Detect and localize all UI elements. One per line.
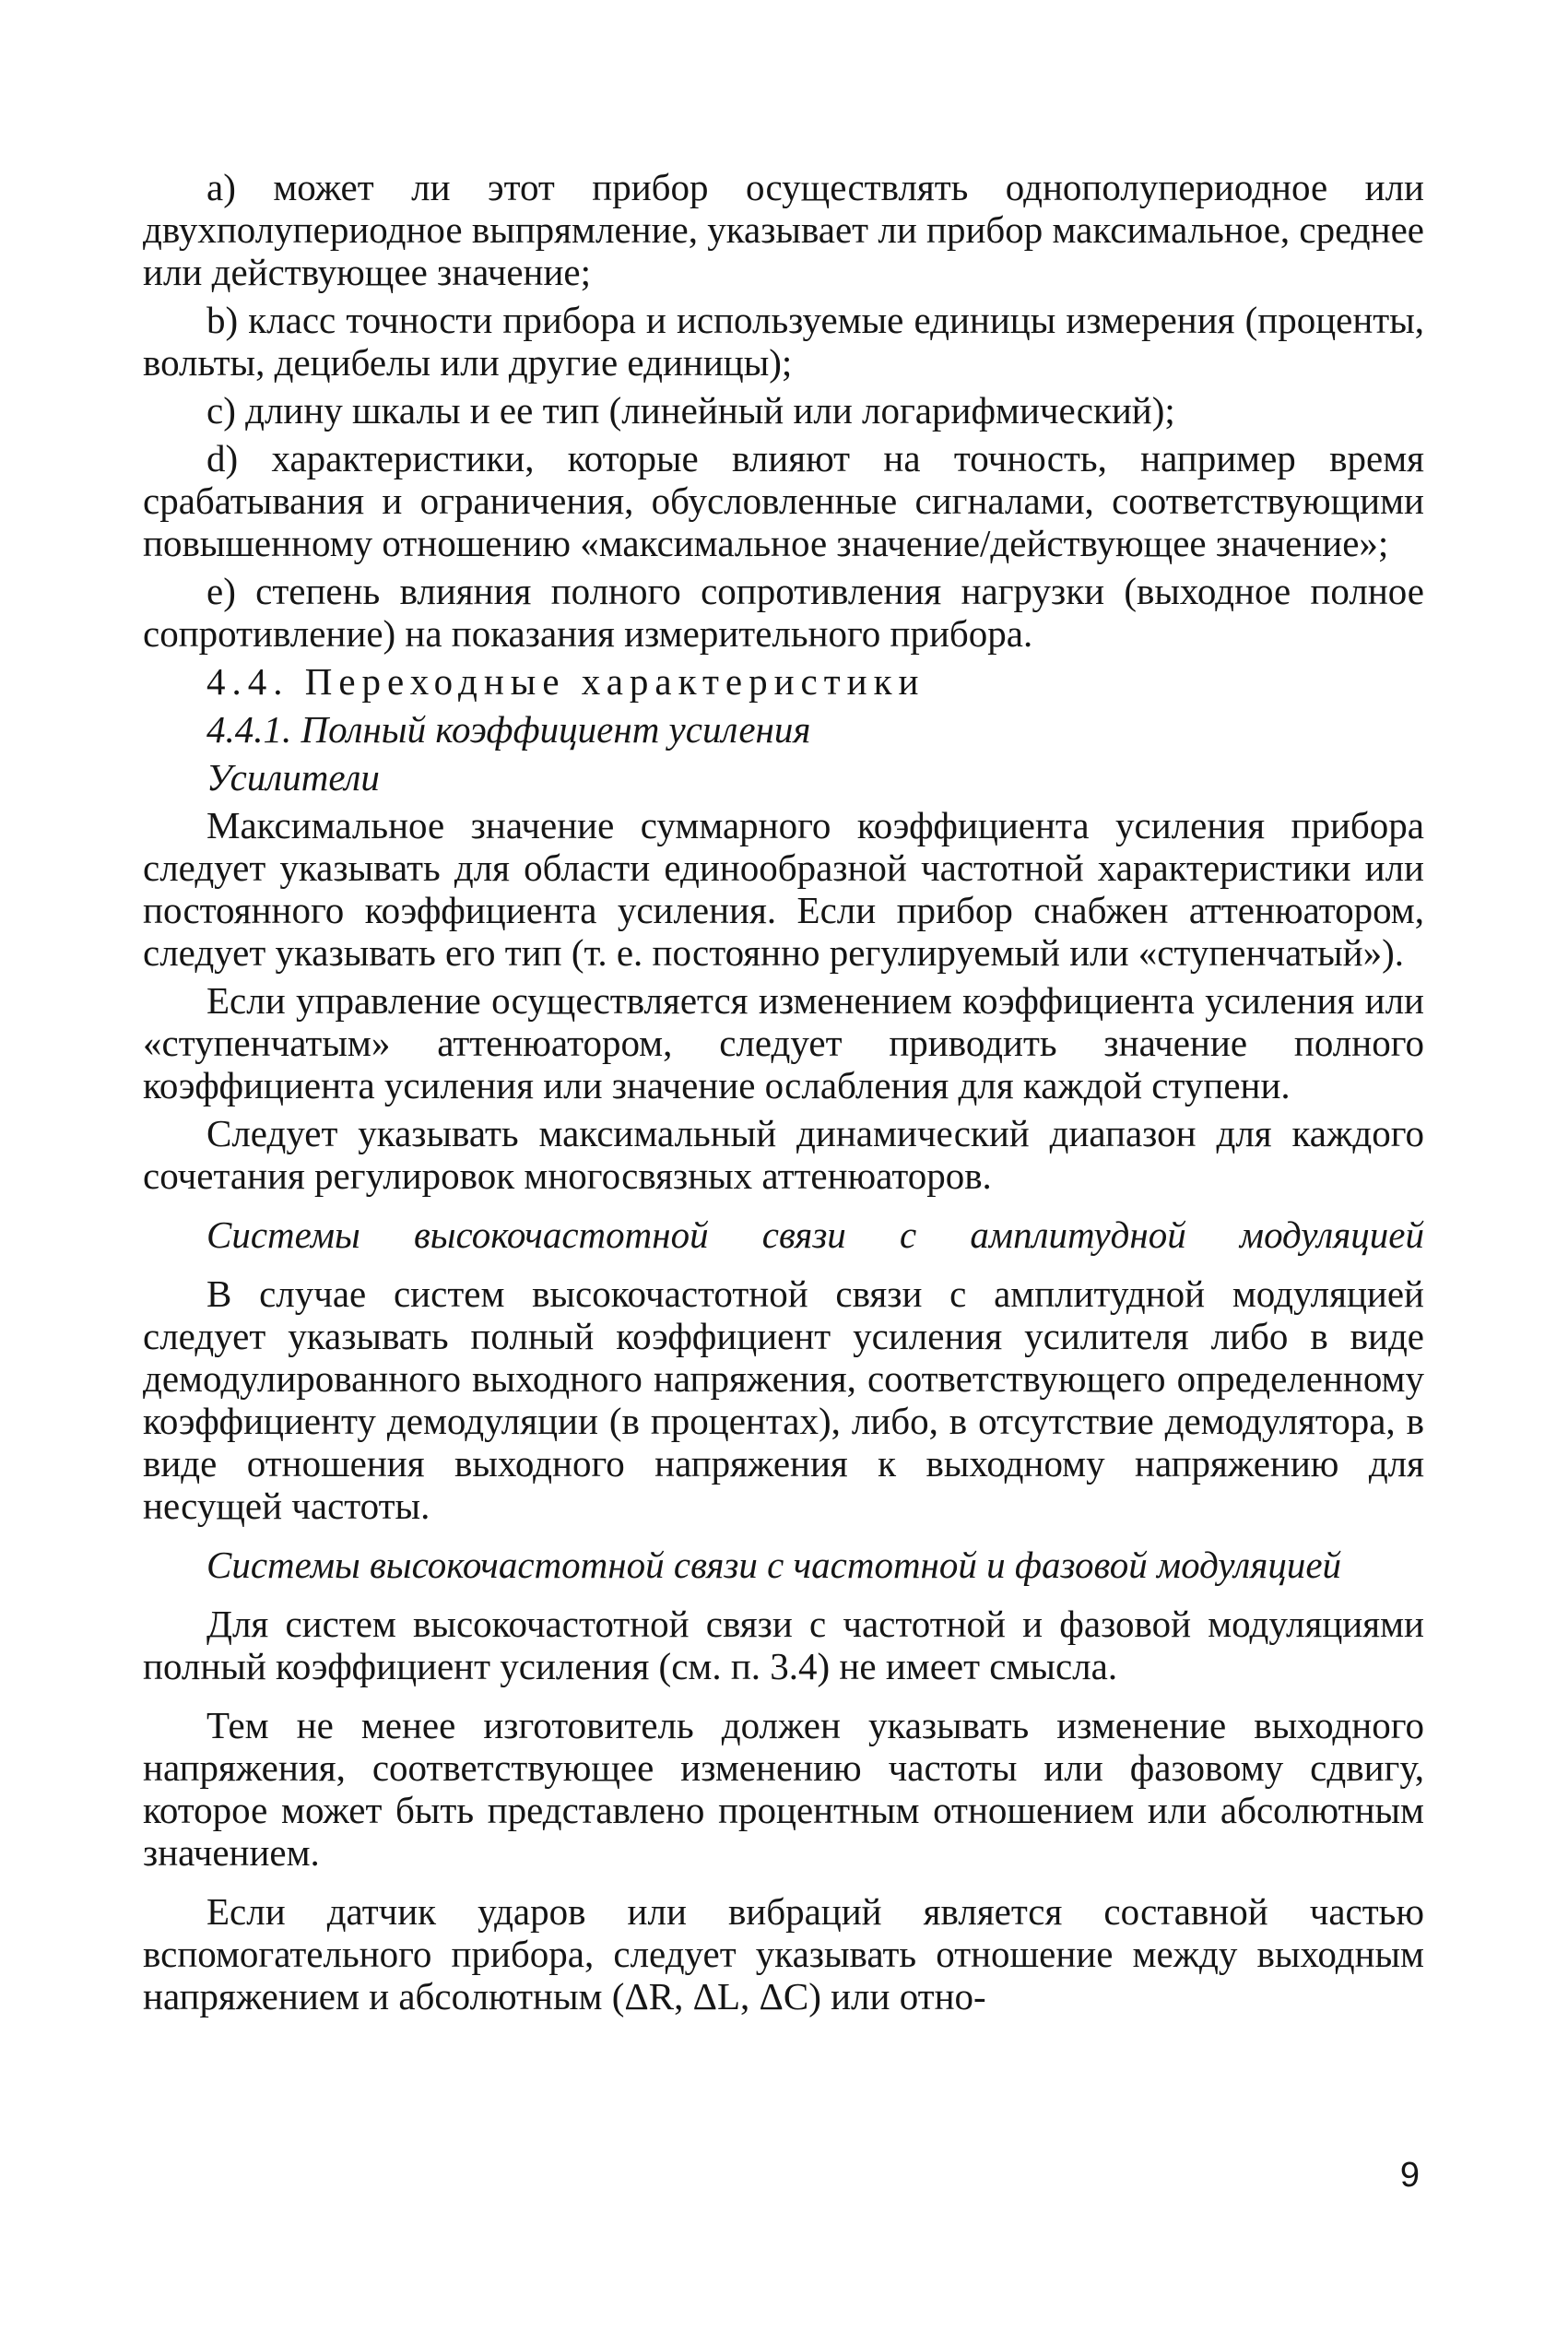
page-number: 9 [1399, 2156, 1420, 2195]
document-page [143, 166, 1424, 2023]
list-item-e: е) степень влияния полного сопротивления нагрузки (выходное полное сопротивление) на показания измерительного прибора. [143, 570, 1424, 655]
amplifiers-title: Усилители [206, 756, 380, 799]
fm-pm-paragraph-2: Тем не менее изготовитель должен указывать изменение выходного напряжения, соответствующее изменению частоты или фазовому сдвигу, которое может быть представлено процентным отношением или абсолютным значением. [143, 1704, 1424, 1874]
list-item-b: b) класс точности прибора и используемые единицы измерения (проценты, вольты, децибелы или другие единицы); [143, 299, 1424, 384]
fm-pm-paragraph-3: Если датчик ударов или вибраций является составной частью вспомогательного прибора, следует указывать отношение между выходным напряжением и абсолютным (ΔR, ΔL, ΔC) или отно- [143, 1890, 1424, 2017]
am-systems-paragraph: В случае систем высокочастотной связи с амплитудной модуляцией следует указывать полный коэффициент усиления усилителя либо в виде демодулированного выходного напряжения, соответствующего определенному коэффициенту демодуляции (в процентах), либо, в отсутствие демодулятора, в виде отношения выходного напряжения к выходному напряжению для несущей частоты. [143, 1272, 1424, 1527]
amplifiers-paragraph-1: Максимальное значение суммарного коэффициента усиления прибора следует указывать для области единообразной частотной характеристики или постоянного коэффициента усиления. Если прибор снабжен аттенюатором, следует указывать его тип (т. е. постоянно регулируемый или «ступенчатый»). [143, 804, 1424, 974]
list-item-a: а) может ли этот прибор осуществлять однополупериодное или двухполупериодное выпрямление, указывает ли прибор максимальное, среднее или действующее значение; [143, 166, 1424, 293]
amplifiers-paragraph-2: Если управление осуществляется изменением коэффициента усиления или «ступенчатым» аттенюатором, следует приводить значение полного коэффициента усиления или значение ослабления для каждой ступени. [143, 979, 1424, 1106]
am-systems-title: Системы высокочастотной связи с амплитудной модуляцией [206, 1213, 1424, 1256]
subsection-heading: 4.4.1. Полный коэффициент усиления [206, 708, 811, 751]
fm-pm-paragraph-1: Для систем высокочастотной связи с частотной и фазовой модуляциями полный коэффициент усиления (см. п. 3.4) не имеет смысла. [143, 1603, 1424, 1687]
list-item-d: d) характеристики, которые влияют на точность, например время срабатывания и ограничения, обусловленные сигналами, соответствующими повышенному отношению «максимальное значение/действующее значение»; [143, 437, 1424, 564]
section-heading: 4.4. Переходные характеристики [206, 660, 925, 703]
fm-pm-systems-title: Системы высокочастотной связи с частотной и фазовой модуляцией [206, 1544, 1342, 1586]
amplifiers-paragraph-3: Следует указывать максимальный динамический диапазон для каждого сочетания регулировок многосвязных аттенюаторов. [143, 1112, 1424, 1197]
list-item-c: с) длину шкалы и ее тип (линейный или логарифмический); [206, 389, 1175, 432]
